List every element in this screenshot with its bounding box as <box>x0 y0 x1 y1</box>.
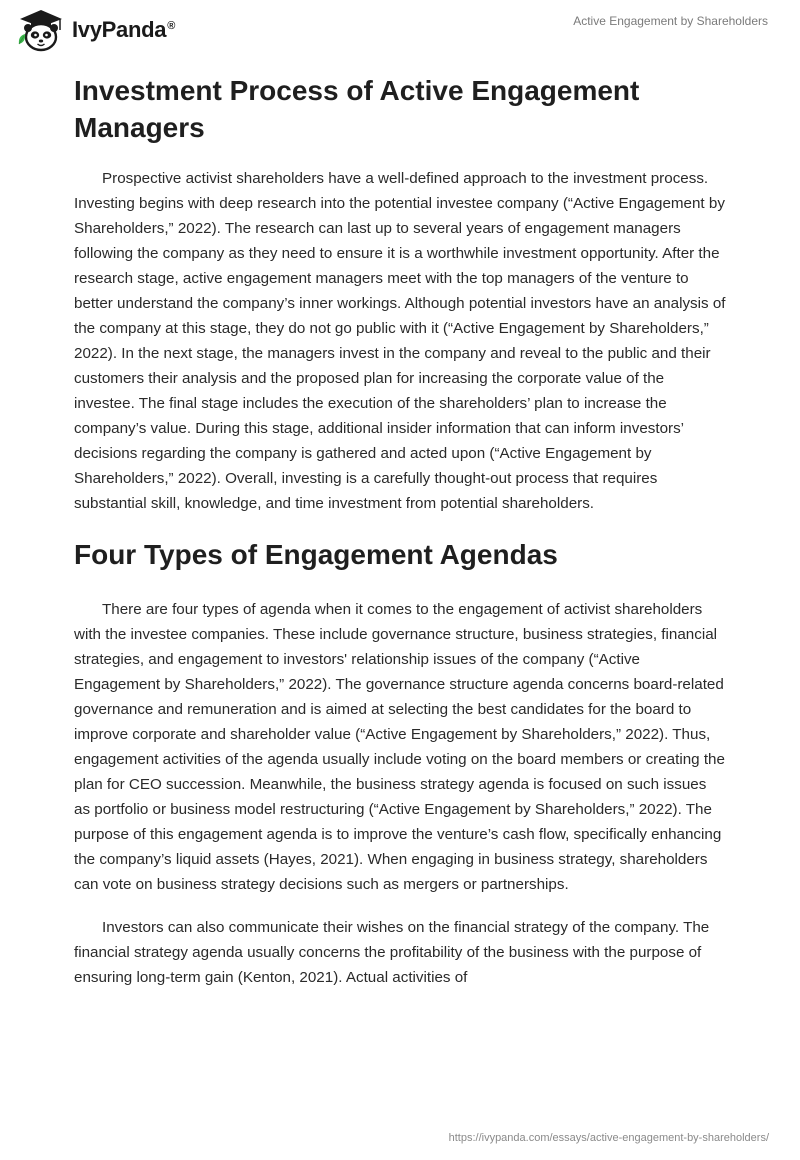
paragraph-engagement-agendas-2: Investors can also communicate their wishes on the financial strategy of the company. The financial strategy agenda usually concerns the profitability of the business with the purpose of ensuring long-term gain (Kenton, 2021). Actual activities of <box>74 919 710 986</box>
document-title: Active Engagement by Shareholders <box>573 14 768 28</box>
panda-graduate-icon <box>16 8 66 52</box>
ivypanda-logo[interactable] <box>16 8 175 52</box>
logo-wordmark: IvyPanda® <box>72 17 176 42</box>
registered-mark: ® <box>167 19 176 32</box>
page-header <box>0 0 800 60</box>
paragraph-engagement-agendas-1: There are four types of agenda when it comes to the engagement of activist shareholders with the investee companies. These include governance structure, business strategies, financial strategies, and engagement to investors' relationship issues of the company (“Active Engagement by Shareholders,” 2022). The governance structure agenda concerns board-related governance and remuneration and is aimed at selecting the best candidates for the board to improve corporate and shareholder value (“Active Engagement by Shareholders,” 2022). Thus, engagement activities of the agenda usually include voting on the board members or creating the plan for CEO succession. Meanwhile, the business strategy agenda is focused on such issues as portfolio or business model restructuring (“Active Engagement by Shareholders,” 2022). The purpose of this engagement agenda is to improve the venture’s cash flow, specifically enhancing the company’s liquid assets (Hayes, 2021). When engaging in business strategy, shareholders can vote on business strategy decisions such as mergers or partnerships. <box>74 601 725 893</box>
section-heading-engagement-agendas: Four Types of Engagement Agendas <box>74 539 558 570</box>
paragraph-investment-process: Prospective activist shareholders have a well-defined approach to the investment process. Investing begins with deep research into the potential investee company (“Active Engagement by Shareholders,” 2022). The research can last up to several years of engagement managers following the company as they need to ensure it is a worthwhile investment opportunity. After the research stage, active engagement managers meet with the top managers of the venture to better understand the company’s inner workings. Although potential investors have an analysis of the company at this stage, they do not go public with it (“Active Engagement by Shareholders,” 2022). In the next stage, the managers invest in the company and reveal to the public and their customers their analysis and the proposed plan for increasing the corporate value of the investee. The final stage includes the execution of the shareholders’ plan to increase the company’s value. During this stage, additional insider information that can inform investors’ decisions regarding the company is gathered and acted upon (“Active Engagement by Shareholders,” 2022). Overall, investing is a carefully thought-out process that requires substantial skill, knowledge, and time investment from potential shareholders. <box>74 170 726 512</box>
essay-content <box>74 72 726 1010</box>
source-url[interactable]: https://ivypanda.com/essays/active-engagement-by-shareholders/ <box>448 1132 769 1144</box>
section-heading-investment-process: Investment Process of Active Engagement Managers <box>74 75 640 143</box>
